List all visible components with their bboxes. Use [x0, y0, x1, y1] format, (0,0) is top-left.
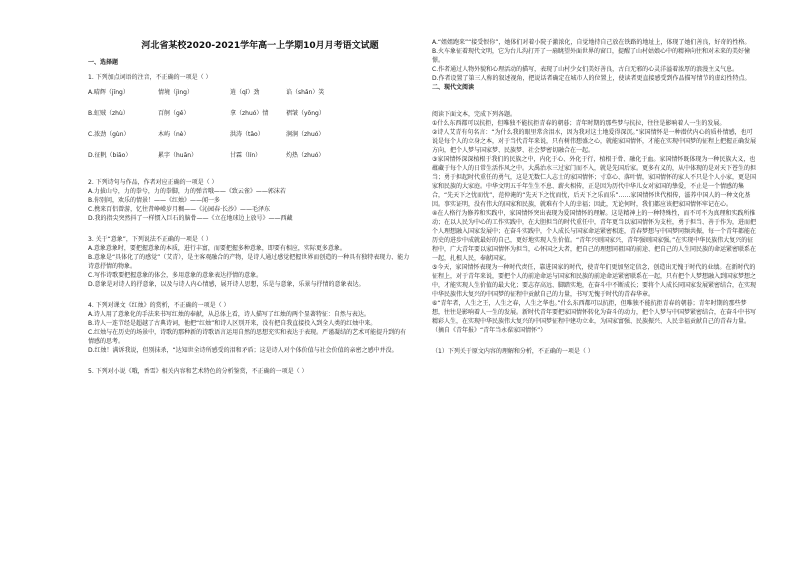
question-2-option-c: C.携来百侣曾游，忆往昔峥嵘岁月稠——《沁园春·长沙》——毛泽东 — [88, 206, 271, 213]
reading-paragraph-6: ⑥“青年者，人生之王，人生之春，人生之华也。”什么东西都可以抗拒，但唯独不能抗拒青春的朝暮；青年时期的那些梦想，往往是影响着人一生的发展。新时代青年要把家国情怀转化为奋斗的动力，把个人梦与中国梦紧密结合，在奋斗中书写精彩人生，在实现中华民族伟大复兴的中国梦征程中建功立业，为国家富强、民族振兴、人民幸福贡献自己的青春力量。 — [432, 300, 757, 325]
question-4-option-c: C.红烛与在历史的场景中，诗歌的那种新的诗歌语言运用自然的思想充实和表达于表现。严谨凝结的艺术可能提升到的有情感的思考。 — [88, 329, 407, 345]
question-2-option-b: B.你别问，欢乐的情景！——《红烛》——闻一多 — [88, 197, 221, 204]
question-3-option-b: B.意象是“具体化了的感觉”（艾青），是主客观融合的产物，是诗人通过感觉把握世界而创造的一种具有独特表现力、能力诗意抒情的物象。 — [88, 254, 410, 270]
question-3-stem: 3. 关于“意象”，下列说法不正确的一项是（ ） — [88, 236, 212, 243]
question-2-stem: 2. 下列诗句与作品，作者对应正确的一项是（ ） — [88, 179, 218, 186]
question-5-stem: 5. 下列对小说《哦，香雪》相关内容和艺术特色的分析鉴赏，不正确的一项是（ ） — [88, 368, 308, 375]
question-1-option-b: B.虹贼（zhù） 百舸（gě） 拿（zhuó）情 褶皱（yōng） — [88, 110, 325, 117]
question-4-option-d: D.红烛！满诉我说，但别抹杀，“达知世全诗所感受的泪和矛盾；这是诗人对个体价值与社会价值的亲密之感中并没。 — [88, 347, 398, 354]
page-title: 河北省某校2020-2021学年高一上学期10月月考语文试题 — [141, 41, 379, 51]
question-5-option-c: C.作者通过人物外貌和心理活动的描写，表现了山村少女们美好善良，古白无邪的心灵洋溢着浓厚的浪漫主义气息。 — [432, 66, 739, 73]
question-1-option-c: C.浓劲（gùn） 木屿（nè） 洪涛（tāo） 涧涧（zhuó） — [88, 131, 325, 138]
reading-question-1-stem: （1）下列关于原文内容的理解和分析，不正确的一项是（ ） — [432, 348, 594, 355]
question-3-option-c: C.写作诗歌要把握意象的体会，多用意象的意象表达抒情的意象。 — [88, 272, 263, 279]
section-heading-choice: 一、选择题 — [88, 59, 119, 66]
reading-source: （摘自《青年报》“青年当永葆家国情怀”） — [432, 327, 547, 334]
reading-paragraph-5: ⑤今天，家国情怀表现为一种时代责任，靠进国家的时代，使青年们更加坚定信念，创造出无愧于时代的业绩。在新时代的征程上，对于青年来说，要把个人的前途命运与国家和民族的前途命运紧密联系在一起，只有把个人梦想融入到国家梦想之中，才能实现人生价值的最大化；要志存高远、脚踏实地，在奋斗中不断成长；要将个人成长同国家发展紧密结合，在实现中华民族伟大复兴的中国梦的征程中贡献自己的力量，书写无愧于时代的青春华章。 — [432, 264, 757, 298]
question-5-option-d: D.作者设置了第三人称的叙述视角，把说话者确定在城市人的位置上，使读者更直接感受到作品描写情节的虚幻性特点。 — [432, 75, 751, 82]
section-heading-reading: 二、现代文阅读 — [432, 84, 475, 91]
left-column — [88, 58, 410, 376]
reading-intro: 阅读下面文本，完成下列各题。 — [432, 111, 517, 118]
reading-paragraph-3: ③家国情怀深深植根于我们的民族之中，内化于心、外化于行，植根于骨、融化于血。家国情怀既体现为一种民族大义，也蕴藏于每个人的日常生活作风之中。大禹治水三过家门而不入，就是先国后家。更多有义的，从中体现的是对天下苍生的担当；勇于担起时代重任的勇气，这是无数仁人志士的家国情怀；寸草心、落叶情，家国情怀的家人不只是个人小家，更是国家和民族的大家庭。中华文明五千年生生不息、薪火相传，正是因为历代中华儿女对家国的挚爱，不止是一个情感的集合，“先天下之忧而忧”，范仲淹的“先天下之忧而忧，后天下之乐而乐”……家国情怀世代相传，滋养中国人的一种文化基因。事实证明，没有伟大的国家和民族，就难有个人的幸福；因此，无论何时，我们都应该把家国情怀牢记在心。 — [432, 156, 757, 208]
reading-paragraph-1: ①什么东西都可以抗拒，但唯独不能抗拒青春的朝暮；青年时期的那些梦与抗拉，往往是影响着人一生的发展。 — [432, 120, 726, 127]
question-1-stem: 1. 下列加点词语的注音，不正确的一项是（ ） — [88, 74, 212, 81]
question-2-option-a: A.力拔山兮，力的拳兮，力的拳脚，力的弹音哦——《致云雀》——郭沫若 — [88, 188, 286, 195]
question-5-option-b: B.火车象征着现代文明，它为台儿沟打开了一扇眺望外面世界的窗口，提醒了山村姑娘心中的精神向往和对未来的美好憧憬。 — [432, 48, 751, 64]
question-1-option-d: D.征帆（biāo） 累字（huān） 甘霖（lín） 灼热（zhuó） — [88, 152, 325, 159]
question-3-option-d: D.意象是对诗人的抒意象，以及与诗人内心情感，展开诗人思想，乐是与意象，乐景与抒情的意象表达。 — [88, 281, 365, 288]
question-4-option-a: A.诗人用了意象化的手法来书写红烛的奉献，从总体上看，诗人描写了红烛的两个显著特征：自然与表达。 — [88, 311, 370, 318]
question-4-stem: 4. 下列对课文《红烛》的赏析，不正确的一项是（ ） — [88, 302, 230, 309]
reading-paragraph-2: ②诗人艾青有句名言：“为什么我的眼里常含泪水，因为我对这土地爱得深沉。”家国情怀是一种潜伏内心的质朴情感，也可说是每个人的立身之本，对于当代青年来说，只有树伟想盛之心，就能家国情怀，才能在实现中国梦的征程上把握正确发展方向，把个人梦与国家梦、民族梦、社会梦密切融合在一起。 — [432, 129, 757, 154]
question-1-option-a: A.晴辉（jīng） 情境（jìng） 逍（qǐ）劲 谄（shǎn）笑 — [88, 89, 325, 96]
question-5-option-a: A.“姐姐跑来”“接受恨你”，她体们对着小院子激浓化，自觉地持自己放在铁路的地址上，体现了她们善良，好奇的性格。 — [432, 39, 751, 46]
question-2-option-d: D.我的指尖突然抖了一样惯入巨石的脑骨——《立在地球边上放号》——西藏 — [88, 215, 293, 222]
right-column — [432, 38, 758, 356]
question-4-option-b: B.诗人一连节经是超越了古典诗词，他把“红烛”和诗人区别开来，没有把自我直接投入到全人类的红烛中来。 — [88, 320, 377, 327]
question-3-option-a: A.意象意象时，要把握意象的本质，进行丰富，而要把握多种意象，即要有相应，实际更多意象。 — [88, 245, 346, 252]
reading-paragraph-4: ④在人格行为修养和实践中，家国情怀突出表现为爱国情怀的理解。这是精神上的一种特殊性，而不可不为真理和实践所推动；在以人民为中心的工作实践中，在大胆担当的时代重任中，青年更当以家国情怀为支柱，勇于担当、善于作为，进而把个人理想融入国家发展中；在奋斗实践中，个人成长与国家命运紧密相连，青春梦想与中国梦同频共振，每一个青年都能在历史的进步中成就最好的自己，更好地实现人生价值。“青年兴则国家兴，青年强则国家强。”在实现中华民族伟大复兴的征程中，广大青年要以家国情怀为担当，心怀国之大者，把自己的理想同祖国的前途、把自己的人生同民族的命运紧密联系在一起，扎根人民，奉献国家。 — [432, 210, 757, 262]
